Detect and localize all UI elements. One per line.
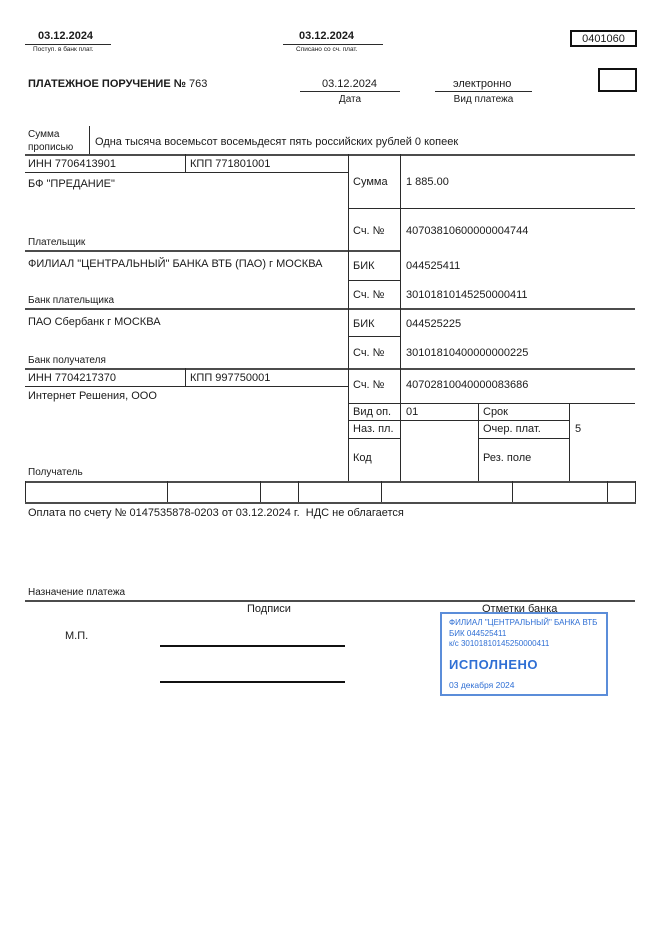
payment-kind-value: электронно: [453, 78, 512, 90]
code-label: Код: [353, 452, 372, 464]
debited-label: Списано со сч. плат.: [296, 46, 358, 53]
payee-bank-bik-label: БИК: [353, 318, 375, 330]
strip-divider: [25, 481, 26, 502]
table-line: [25, 172, 348, 173]
table-line: [478, 438, 569, 439]
table-line: [348, 438, 401, 439]
strip-divider: [512, 481, 513, 502]
table-line: [25, 368, 635, 370]
signatures-label: Подписи: [247, 603, 291, 615]
stamp-bank-name: ФИЛИАЛ "ЦЕНТРАЛЬНЫЙ" БАНКА ВТБ: [449, 618, 598, 627]
debited-date: 03.12.2024: [299, 30, 355, 42]
strip-divider: [607, 481, 608, 502]
table-line: [348, 420, 569, 421]
amount-value: 1 885.00: [406, 176, 449, 188]
date-label: Дата: [338, 94, 362, 105]
op-type-label: Вид оп.: [353, 406, 392, 418]
op-type-value: 01: [406, 406, 419, 418]
document-date: 03.12.2024: [322, 78, 378, 90]
term-label: Срок: [483, 406, 508, 418]
payee-bank-label: Банк получателя: [28, 355, 106, 366]
document-number: 763: [189, 78, 208, 90]
payer-kpp: КПП 771801001: [190, 158, 271, 170]
payee-bank-name: ПАО Сбербанк г МОСКВА: [28, 316, 161, 328]
payer-bank-label: Банк плательщика: [28, 295, 115, 306]
table-line: [25, 481, 636, 483]
table-line: [569, 403, 570, 481]
payee-account-label: Сч. №: [353, 379, 385, 391]
payer-bank-bik: 044525411: [406, 260, 461, 272]
payer-bank-bik-label: БИК: [353, 260, 375, 272]
empty-mark-box: [598, 68, 637, 92]
signature-line-2: [160, 681, 345, 683]
payer-bank-name: ФИЛИАЛ "ЦЕНТРАЛЬНЫЙ" БАНКА ВТБ (ПАО) г МОСКВА: [28, 258, 323, 270]
stamp-date: 03 декабря 2024: [449, 680, 515, 690]
table-line: [89, 126, 90, 154]
purpose-label: Назначение платежа: [28, 587, 126, 598]
strip-divider: [167, 481, 168, 502]
payer-name: БФ "ПРЕДАНИЕ": [28, 178, 115, 190]
payee-label: Получатель: [28, 467, 83, 478]
payer-account-label: Сч. №: [353, 225, 385, 237]
purpose-code-label: Наз. пл.: [353, 423, 394, 435]
debited-underline: [283, 44, 383, 45]
payer-bank-corr-label: Сч. №: [353, 289, 385, 301]
payer-bank-corr: 30101810145250000411: [406, 289, 528, 301]
table-line: [348, 336, 401, 337]
payee-account: 40702810040000083686: [406, 379, 529, 391]
payee-kpp: КПП 997750001: [190, 372, 271, 384]
bank-marks-label: Отметки банка: [482, 603, 558, 615]
table-line: [348, 280, 401, 281]
table-line: [25, 386, 348, 387]
table-line: [478, 403, 479, 481]
amount-label: Сумма: [353, 176, 388, 188]
strip-divider: [635, 481, 636, 502]
table-line: [348, 403, 635, 404]
payee-bank-corr-label: Сч. №: [353, 347, 385, 359]
strip-divider: [381, 481, 382, 502]
priority-value: 5: [575, 423, 582, 435]
table-line: [25, 308, 635, 310]
priority-label: Очер. плат.: [483, 423, 541, 435]
table-line: [25, 250, 401, 252]
stamp-bik: БИК 044525411: [449, 629, 507, 638]
strip-divider: [298, 481, 299, 502]
reserve-field-label: Рез. поле: [483, 452, 532, 464]
received-underline: [25, 44, 111, 45]
table-line: [25, 154, 635, 156]
table-line: [25, 600, 635, 602]
payee-name: Интернет Решения, ООО: [28, 390, 157, 402]
table-line: [185, 154, 186, 172]
payee-bank-corr: 30101810400000000225: [406, 347, 529, 359]
received-label: Поступ. в банк плат.: [33, 46, 94, 53]
table-line: [348, 208, 635, 209]
stamp-place-label: М.П.: [65, 630, 89, 642]
amount-words-value: Одна тысяча восемьсот восемьдесят пять российских рублей 0 копеек: [95, 136, 459, 148]
table-line: [400, 154, 401, 481]
bank-stamp: [440, 612, 608, 696]
payment-kind-label: Вид платежа: [453, 94, 514, 105]
signature-line-1: [160, 645, 345, 647]
payer-label: Плательщик: [28, 237, 86, 248]
table-line: [348, 154, 349, 481]
table-line: [25, 502, 636, 504]
amount-words-label: Сумма прописью: [28, 129, 74, 153]
strip-divider: [260, 481, 261, 502]
payment-kind-underline: [435, 91, 532, 92]
table-line: [185, 368, 186, 386]
document-title: [28, 78, 207, 91]
payee-inn: ИНН 7704217370: [28, 372, 117, 384]
date-underline: [300, 91, 400, 92]
payer-account: 40703810600000004744: [406, 225, 529, 237]
payee-bank-bik: 044525225: [406, 318, 462, 330]
stamp-status: ИСПОЛНЕНО: [449, 657, 539, 672]
payer-inn: ИНН 7706413901: [28, 158, 117, 170]
received-date: 03.12.2024: [38, 30, 94, 42]
form-code-box: [570, 30, 637, 47]
stamp-corr-account: к/с 30101810145250000411: [449, 639, 550, 648]
form-code: 0401060: [582, 32, 625, 45]
purpose-text: Оплата по счету № 0147535878-0203 от 03.12.2024 г. НДС не облагается: [28, 507, 404, 519]
title-text: ПЛАТЕЖНОЕ ПОРУЧЕНИЕ №: [28, 78, 186, 90]
